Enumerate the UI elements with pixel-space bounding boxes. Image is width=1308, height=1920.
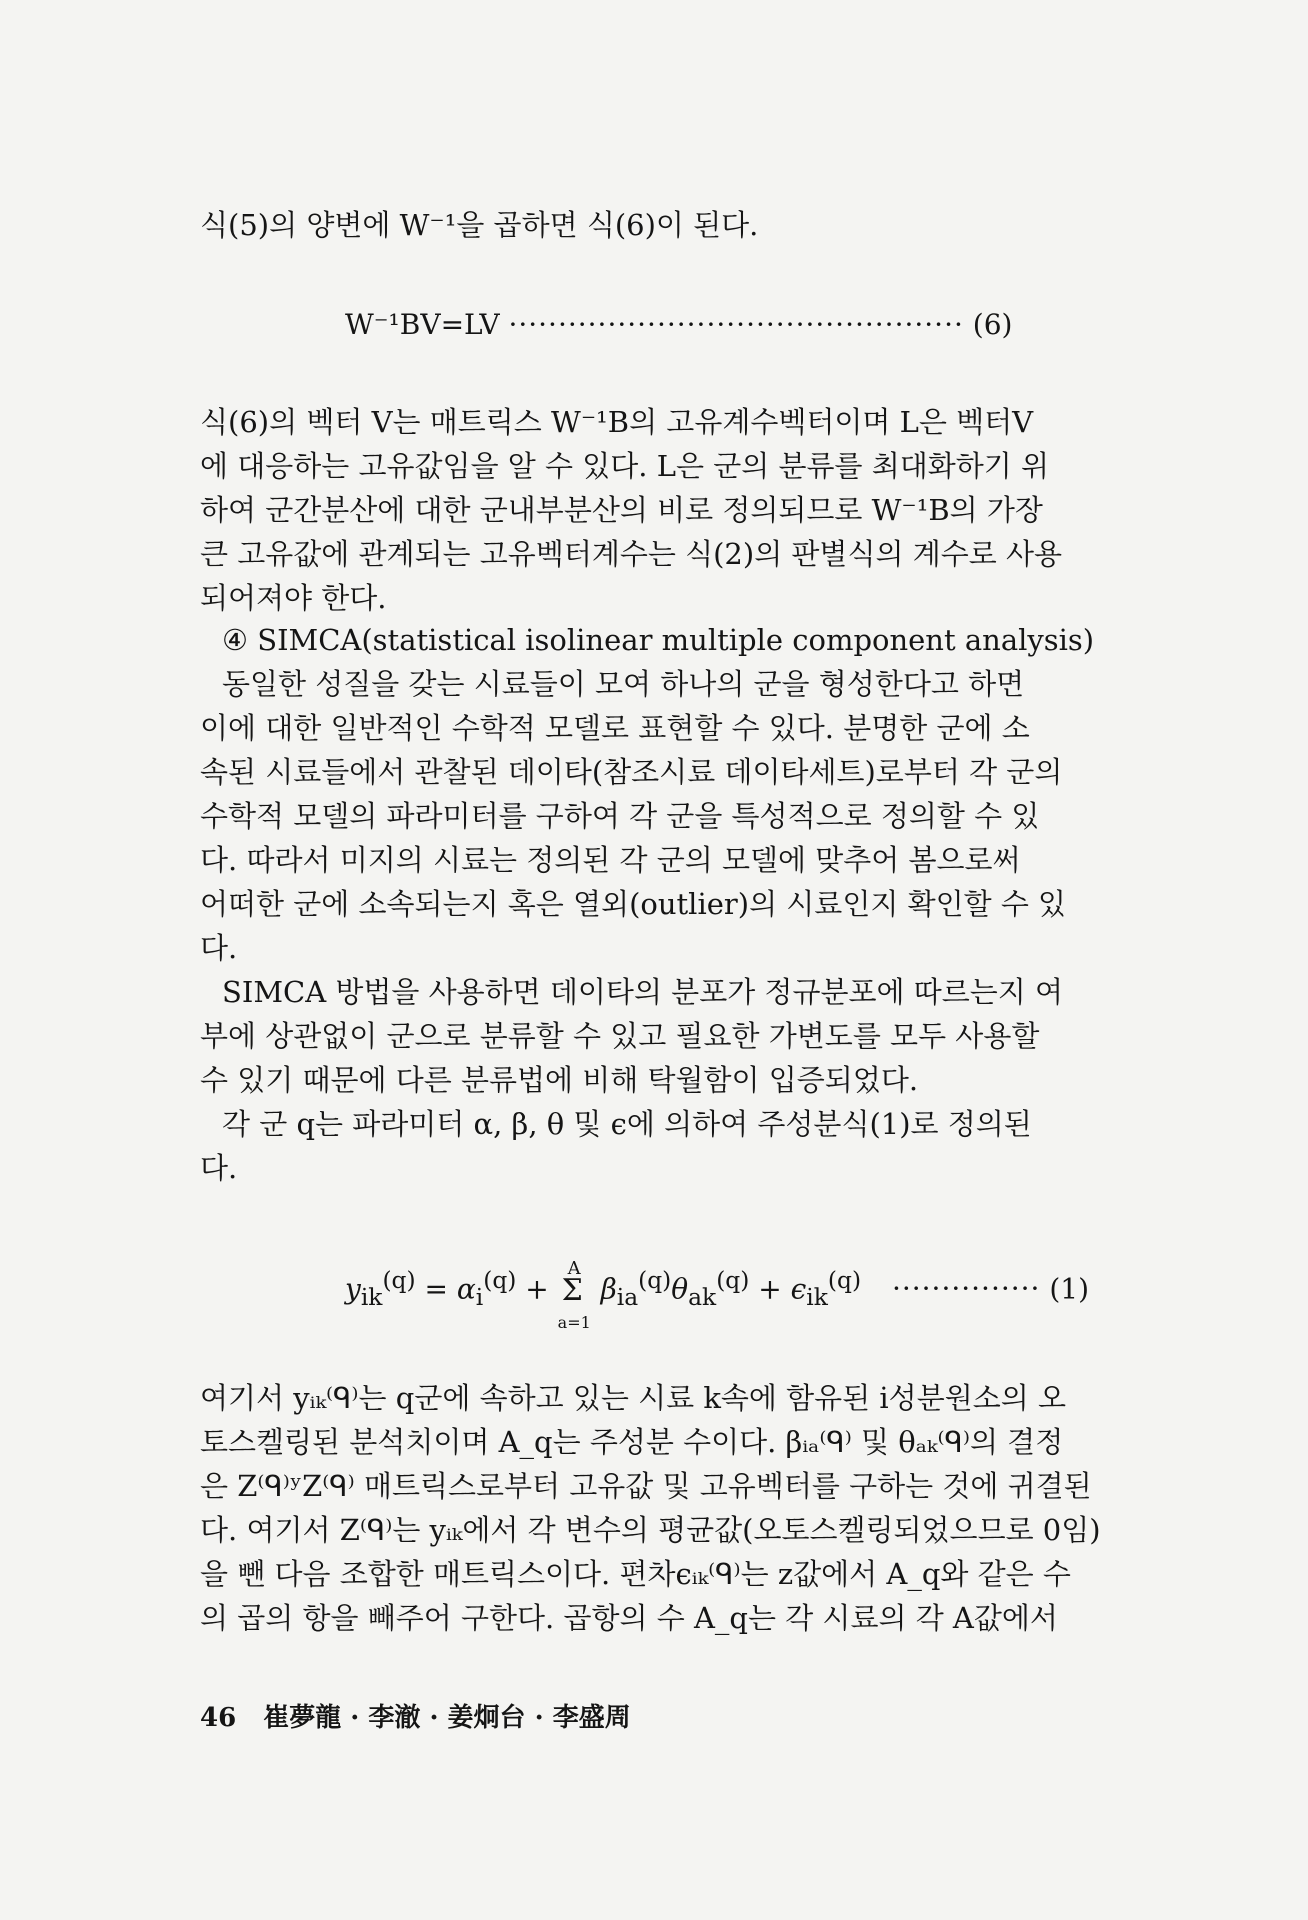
para2-line-4: 수학적 모델의 파라미터를 구하여 각 군을 특성적으로 정의할 수 있 [200,799,1040,833]
eq1-epsilon-sup: (q) [827,1266,862,1294]
para1-line-2: 에 대응하는 고유값임을 알 수 있다. L은 군의 분류를 최대화하기 위 [200,449,1050,483]
para5-line-1: 여기서 yᵢₖ⁽ᑫ⁾는 q군에 속하고 있는 시료 k속에 함유된 i성분원소의 오 [200,1381,1066,1415]
eq1-epsilon: ϵ [790,1272,807,1306]
eq1-sum-sigma: Σ [561,1272,583,1308]
para3-line-1: SIMCA 방법을 사용하면 데이타의 분포가 정규분포에 따르는지 여 [222,975,1064,1009]
para2-line-5: 다. 따라서 미지의 시료는 정의된 각 군의 모델에 맞추어 봄으로써 [200,843,1021,877]
para4-line-1: 각 군 q는 파라미터 α, β, θ 및 ϵ에 의하여 주성분식(1)로 정의된 [222,1107,1032,1141]
para4-line-2: 다. [200,1151,238,1185]
eq1-y: y [345,1272,361,1306]
section-heading-simca: ④ SIMCA(statistical isolinear multiple component analysis) [222,623,1095,657]
page-footer [200,1700,631,1736]
para1-line-4: 큰 고유값에 관계되는 고유벡터계수는 식(2)의 판별식의 계수로 사용 [200,537,1062,571]
equation-6-leader: ·············································· [508,308,964,341]
eq1-epsilon-sub: ik [806,1282,828,1311]
page-number: 46 [200,1703,237,1733]
para1-line-1: 식(6)의 벡터 V는 매트릭스 W⁻¹B의 고유계수벡터이며 L은 벡터V [200,405,1034,439]
eq1-theta: θ [671,1272,689,1306]
eq1-alpha: α [456,1272,476,1306]
eq1-alpha-sub: i [475,1282,484,1311]
eq1-alpha-sup: (q) [483,1266,517,1294]
eq1-leader: ··············· [891,1272,1041,1306]
eq1-y-sub: ik [360,1282,383,1311]
para3-line-3: 수 있기 때문에 다른 분류법에 비해 탁월함이 입증되었다. [200,1063,919,1097]
eq1-y-sup: (q) [382,1266,416,1294]
para3-line-2: 부에 상관없이 군으로 분류할 수 있고 필요한 가변도를 모두 사용할 [200,1019,1040,1053]
para2-line-7: 다. [200,931,238,965]
eq1-beta: β [600,1272,617,1306]
eq1-summation [557,1257,592,1332]
eq1-theta-sub: ak [688,1282,717,1311]
para2-line-6: 어떠한 군에 소속되는지 혹은 열외(outlier)의 시료인지 확인할 수 있 [200,887,1067,921]
equation-6-body: W⁻¹BV=LV [345,308,500,341]
eq1-number: (1) [1049,1272,1090,1306]
para5-line-3: 은 Z⁽ᑫ⁾ʸZ⁽ᑫ⁾ 매트릭스로부터 고유값 및 고유벡터를 구하는 것에 귀결된 [200,1469,1092,1503]
para1-line-5: 되어져야 한다. [200,581,387,615]
eq1-beta-sup: (q) [638,1266,672,1294]
equation-6-number: (6) [972,308,1013,341]
eq1-sum-upper: A [567,1257,581,1279]
eq1-plus-2: + [758,1272,782,1306]
para2-line-1: 동일한 성질을 갖는 시료들이 모여 하나의 군을 형성한다고 하면 [222,667,1025,701]
para5-line-5: 을 뺀 다음 조합한 매트릭스이다. 편차ϵᵢₖ⁽ᑫ⁾는 z값에서 A_q와 같은 수 [200,1557,1071,1591]
eq1-theta-sup: (q) [716,1266,750,1294]
para5-line-6: 의 곱의 항을 빼주어 구한다. 곱항의 수 A_q는 각 시료의 각 A값에서 [200,1601,1058,1635]
para5-line-2: 토스켈링된 분석치이며 A_q는 주성분 수이다. βᵢₐ⁽ᑫ⁾ 및 θₐₖ⁽ᑫ⁾의 결정 [200,1425,1064,1459]
intro-line: 식(5)의 양변에 W⁻¹을 곱하면 식(6)이 된다. [200,208,759,242]
para2-line-3: 속된 시료들에서 관찰된 데이타(참조시료 데이타세트)로부터 각 군의 [200,755,1063,789]
para2-line-2: 이에 대한 일반적인 수학적 모델로 표현할 수 있다. 분명한 군에 소 [200,711,1030,745]
eq1-equals: = [424,1272,448,1306]
para5-line-4: 다. 여기서 Z⁽ᑫ⁾는 yᵢₖ에서 각 변수의 평균값(오토스켈링되었으므로 0임) [200,1513,1101,1547]
eq1-plus-1: + [525,1272,549,1306]
equation-6 [345,305,1012,345]
eq1-beta-sub: ia [616,1282,639,1311]
running-authors: 崔夢龍 · 李澈 · 姜炯台 · 李盛周 [263,1703,631,1733]
para1-line-3: 하여 군간분산에 대한 군내부분산의 비로 정의되므로 W⁻¹B의 가장 [200,493,1043,527]
equation-1 [345,1257,1090,1332]
eq1-sum-lower: a=1 [557,1312,591,1332]
